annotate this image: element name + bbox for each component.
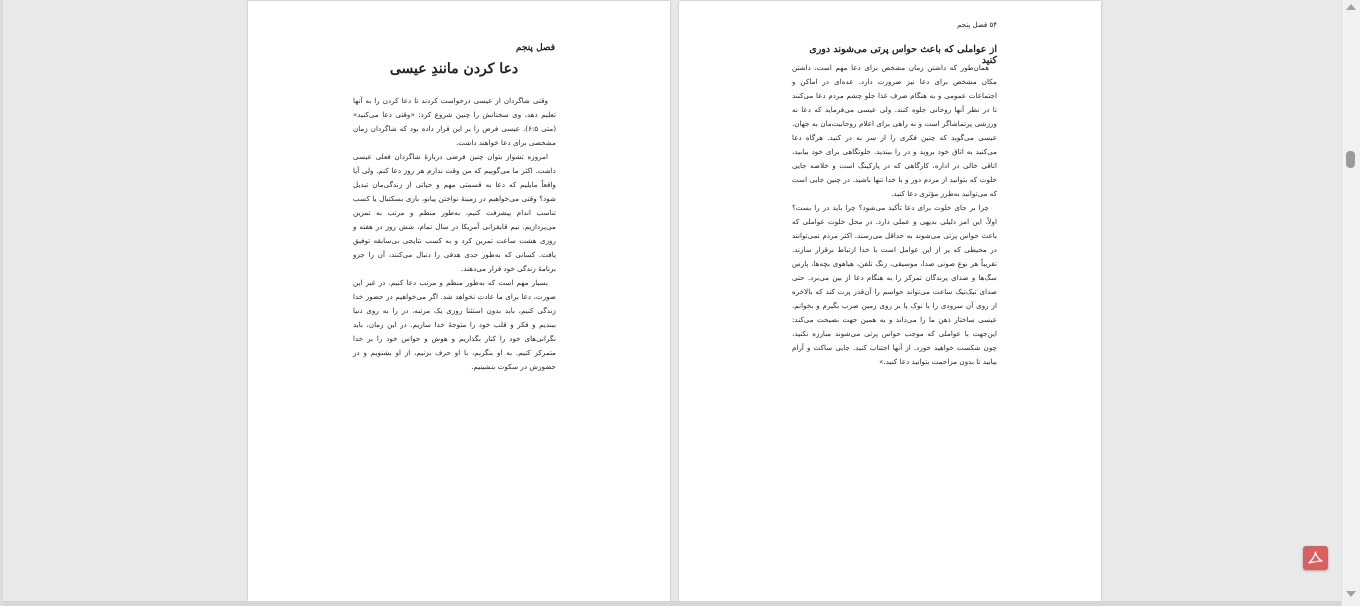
- scroll-up-icon[interactable]: [1346, 4, 1356, 10]
- chapter-label: فصل پنجم: [515, 43, 555, 53]
- scroll-thumb[interactable]: [1346, 151, 1355, 168]
- section-title: از عواملی که باعث حواس پرتی می‌شوند دوری کنید: [809, 44, 997, 66]
- paragraph: چرا بر جای خلوت برای دعا تأکید می‌شود؟ چرا باید در را بست؟ اولاً، این امر دلیلی بدیهی و عملی دارد. در محل خلوت عواملی که باعث حواس پرتی می‌شوند به حداقل می‌رسند. اکثر مردم نمی‌توانند در محیطی که پر از این عوامل است با خدا ارتباط برقرار سازند. تقریباً هر نوع صوتی صدا، موسیقی، زنگ تلفن، هیاهوی بچه‌ها، پارس سگ‌ها و صدای پرندگان تمرکز را به هنگام دعا از بین می‌برد. حتی صدای تیک‌تیک ساعت می‌تواند حواسم را آن‌قدر پرت کند که بالاخره از روی آن سرودی را با نوک پا بر روی زمین ضرب بگیرم و بخوانم. عیسی ساختار ذهن ما را می‌داند و به همین جهت نصیحت می‌کند: این‌جهت با عواملی که موجب حواس پرتی می‌شوند مبارزه نکنید، چون شکست خواهید خورد. از آنها اجتناب کنید. جایی ساکت و آرام بیابید تا بدون مزاحمت بتوانید دعا کنید.»: [792, 203, 997, 366]
- paragraph: همان‌طور که داشتن زمان مشخص برای دعا مهم است، داشتن مکان مشخص برای دعا نیز ضرورت دارد. عده‌ای در اماکن و اجتماعات عمومی و به هنگام صرف غذا جلو چشم مردم دعا می‌کنند تا در نظر آنها روحانی جلوه کنند. ولی عیسی می‌فرماید که دعا نه ورزشی پرتماشاگر است و نه راهی برای اعلام روحانیت‌مان به جهان. عیسی می‌گوید که چنین فکری را از سر به در کنید. هرگاه دعا می‌کنید به اتاق خود بروید و در را ببندید. خلوتگاهی برای خود بیابید، اتاقی خالی در اداره، کارگاهی که در پارکینگ است و خلاصه جایی خلوت که بتوانید از مردم دور و با خدا تنها باشید. در چنین جایی است که می‌توانید به‌طرز مؤثری دعا کنید.: [792, 63, 997, 198]
- scroll-down-icon[interactable]: [1346, 591, 1356, 597]
- page-left: [248, 1, 670, 602]
- running-head: ۵۴ فصل پنجم: [957, 21, 997, 29]
- paragraph: امروزه تشواز بتوان چنین فرضی دربارهٔ شاگردان فعلی عیسی داشت. اکثر ما می‌گوییم که من وقت ندارم هر روز دعا کنم. ولی آیا واقعاً مایلیم که دعا به قسمتی مهم و حیاتی از زندگی‌مان تبدیل شود؟ وقتی می‌خواهیم در زمینهٔ نواختن پیانو، بازی بسکتبال یا کسب تناسب اندام پیشرفت کنیم، به‌طور منظم و مرتب به تمرین می‌پردازیم. تیم قایقرانی آمریکا در سال تمام، شش روز در هفته و روزی هشت ساعت تمرین کرد و به کسب نتایجی بی‌سابقه توفیق یافت. کسانی که به‌طور جدی هدفی را دنبال می‌کنند، آن را جزو برنامهٔ زندگی خود قرار می‌دهند.: [353, 152, 556, 273]
- page-title: دعا کردن مانندِ عیسی: [389, 61, 519, 77]
- pdf-icon-button[interactable]: [1303, 546, 1328, 570]
- vertical-scrollbar[interactable]: [1341, 0, 1360, 606]
- viewer-bottom-edge: [3, 601, 1345, 606]
- pdf-icon: [1307, 550, 1324, 566]
- paragraph: بسیار مهم است که به‌طور منظم و مرتب دعا کنیم. در غیر این صورت، دعا برای ما عادت نخواهد شد. اگر می‌خواهیم در حضور خدا زندگی کنیم، باید بدون استثنا روزی یک مرتبه، در را به روی دنیا ببندیم و فکر و قلب خود را متوجهٔ خدا سازیم. در این زمان، باید نگرانی‌های خود را کنار بگذاریم و هوش و حواس خود را بر خدا متمرکز کنیم. به او بنگریم، با او حرف بزنیم، از او بشنویم و در حضورش در سکوت بنشینیم.: [353, 278, 556, 371]
- left-page-body: [353, 94, 556, 374]
- paragraph: وقتی شاگردان از عیسی درخواست کردند تا دعا کردن را به آنها تعلیم دهد، وی سخنانش را چنین شروع کرد: «وقتی دعا می‌کنید» (متی ۶:۵). عیسی فرض را بر این قرار داده بود که شاگردان زمان مشخصی برای دعا خواهند داشت.: [353, 96, 556, 147]
- right-page-body: [792, 61, 997, 369]
- page-right: [679, 1, 1101, 602]
